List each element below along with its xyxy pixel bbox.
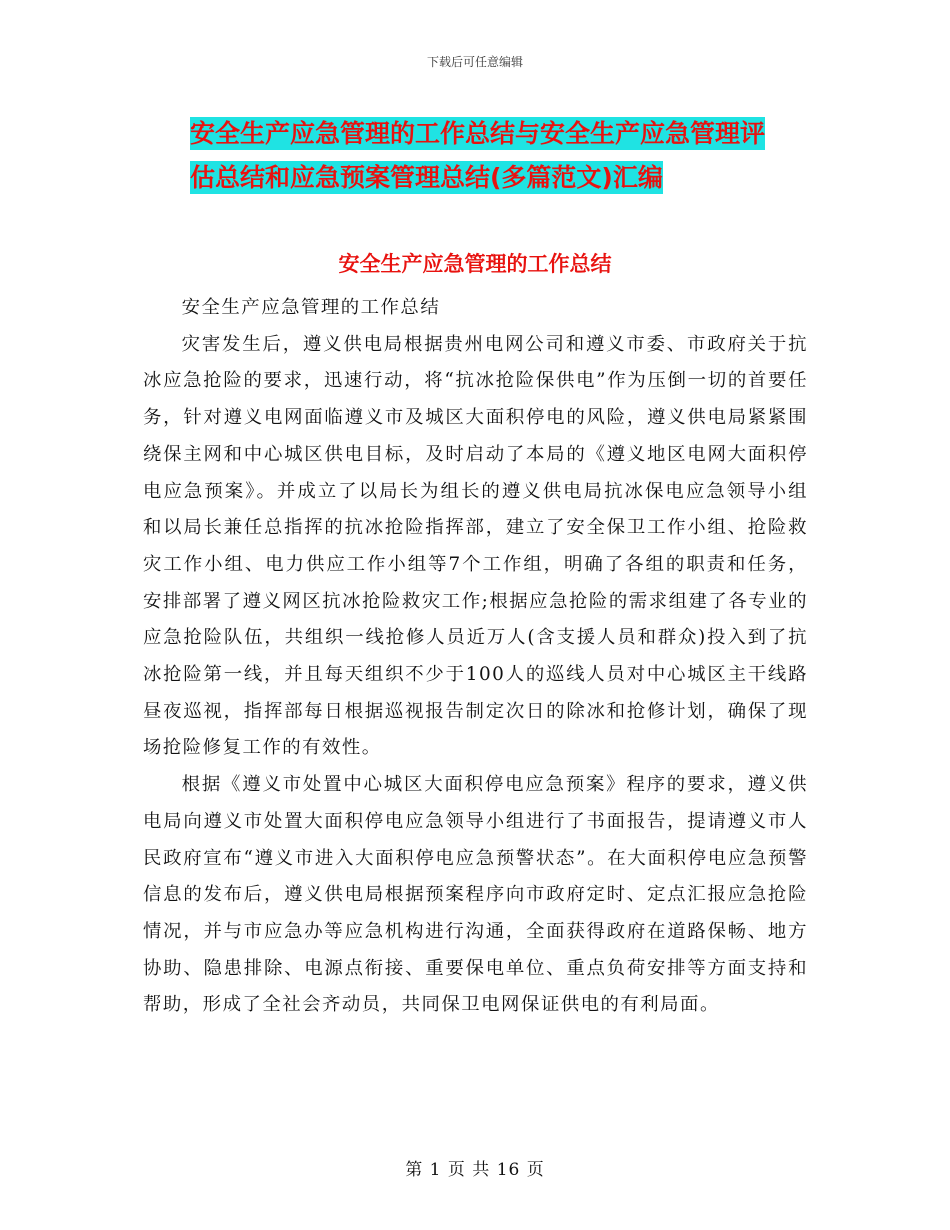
page-number: 第 1 页 共 16 页 [405,1160,545,1180]
header-note: 下载后可任意编辑 [426,55,523,69]
paragraph-subtitle: 安全生产应急管理的工作总结 [181,297,441,318]
paragraph: 灾害发生后，遵义供电局根据贵州电网公司和遵义市委、市政府关于抗冰应急抢险的要求，迅速行动，将“抗冰抢险保供电”作为压倒一切的首要任务，针对遵义电网面临遵义市及城区大面积停电的风险，遵义供电局紧紧围绕保主网和中心城区供电目标，及时启动了本局的《遵义地区电网大面积停电应急预案》。并成立了以局长为组长的遵义供电局抗冰保电应急领导小组和以局长兼任总指挥的抗冰抢险指挥部，建立了安全保卫工作小组、抢险救灾工作小组、电力供应工作小组等7个工作组，明确了各组的职责和任务，安排部署了遵义网区抗冰抢险救灾工作;根据应急抢险的需求组建了各专业的应急抢险队伍，共组织一线抢修人员近万人(含支援人员和群众)投入到了抗冰抢险第一线，并且每天组织不少于100人的巡线人员对中心城区主干线路昼夜巡视，指挥部每日根据巡视报告制定次日的除冰和抢修计划，确保了现场抢险修复工作的有效性。 [143,333,808,759]
title-line-1: 安全生产应急管理的工作总结与安全生产应急管理评 [190,119,766,148]
title-line-2: 估总结和应急预案管理总结(多篇范文)汇编 [190,163,663,192]
section-title: 安全生产应急管理的工作总结 [338,252,612,276]
paragraph: 根据《遵义市处置中心城区大面积停电应急预案》程序的要求，遵义供电局向遵义市处置大面积停电应急领导小组进行了书面报告，提请遵义市人民政府宣布“遵义市进入大面积停电应急预警状态”。在大面积停电应急预警信息的发布后，遵义供电局根据预案程序向市政府定时、定点汇报应急抢险情况，并与市应急办等应急机构进行沟通，全面获得政府在道路保畅、地方协助、隐患排除、电源点衔接、重要保电单位、重点负荷安排等方面支持和帮助，形成了全社会齐动员，共同保卫电网保证供电的有利局面。 [143,774,808,1016]
document-body [143,290,808,1024]
document-title [190,112,810,200]
